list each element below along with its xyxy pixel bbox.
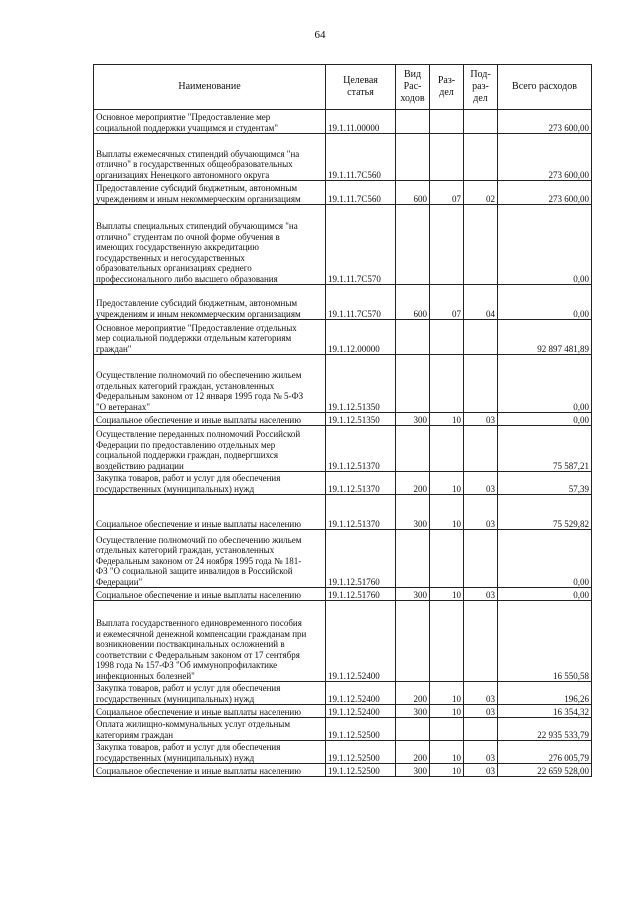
row-vid-cell: 300 (396, 413, 430, 426)
table-row (94, 601, 592, 682)
row-name-cell: Выплата государственного единовременного пособия и ежемесячной денежной компенсации гражданам при возникновении поствакцинальных осложнений в соответствии с Федеральным законом от 17 сентября 1998 года № 157-ФЗ "Об иммунопрофилактике инфекционных болезней" (94, 601, 326, 682)
row-podrazdel-cell (464, 601, 498, 682)
row-total-cell: 75 529,82 (498, 495, 592, 530)
row-target-cell: 19.1.12.51370 (326, 426, 396, 472)
row-podrazdel-cell (464, 718, 498, 741)
row-razdel-cell: 10 (430, 705, 464, 718)
row-total-cell: 22 935 533,79 (498, 718, 592, 741)
table-row (94, 426, 592, 472)
row-name-cell: Предоставление субсидий бюджетным, автономным учреждениям и иным некоммерческим организациям (94, 285, 326, 320)
row-podrazdel-cell: 03 (464, 741, 498, 764)
row-vid-cell (396, 134, 430, 181)
row-total-cell: 196,26 (498, 682, 592, 705)
row-razdel-cell: 10 (430, 741, 464, 764)
row-vid-cell (396, 320, 430, 355)
row-total-cell: 0,00 (498, 588, 592, 601)
row-podrazdel-cell: 03 (464, 682, 498, 705)
row-razdel-cell (430, 355, 464, 413)
row-name-cell: Выплаты ежемесячных стипендий обучающимся "на отлично" в государственных общеобразовательных организациях Ненецкого автономного округа (94, 134, 326, 181)
table-row (94, 705, 592, 718)
row-razdel-cell: 10 (430, 588, 464, 601)
row-razdel-cell (430, 205, 464, 285)
page-number: 64 (314, 29, 326, 41)
row-target-cell: 19.1.12.52400 (326, 705, 396, 718)
row-total-cell: 57,39 (498, 472, 592, 495)
table-row (94, 413, 592, 426)
table-row (94, 355, 592, 413)
row-razdel-cell: 07 (430, 181, 464, 205)
row-podrazdel-cell: 03 (464, 472, 498, 495)
row-total-cell: 22 659 528,00 (498, 764, 592, 777)
row-target-cell: 19.1.12.52500 (326, 718, 396, 741)
row-podrazdel-cell: 03 (464, 588, 498, 601)
row-name-cell: Осуществление переданных полномочий Российской Федерации по предоставлению отдельных мер социальной поддержки граждан, подвергшихся воздействию радиации (94, 426, 326, 472)
row-total-cell: 0,00 (498, 205, 592, 285)
table-row (94, 588, 592, 601)
row-name-cell: Социальное обеспечение и иные выплаты населению (94, 413, 326, 426)
row-razdel-cell: 10 (430, 413, 464, 426)
row-name-cell: Закупка товаров, работ и услуг для обеспечения государственных (муниципальных) нужд (94, 682, 326, 705)
table-row (94, 682, 592, 705)
row-name-cell: Социальное обеспечение и иные выплаты населению (94, 588, 326, 601)
row-podrazdel-cell (464, 530, 498, 588)
row-target-cell: 19.1.12.51350 (326, 355, 396, 413)
row-podrazdel-cell: 03 (464, 705, 498, 718)
row-podrazdel-cell (464, 320, 498, 355)
row-razdel-cell: 10 (430, 682, 464, 705)
row-vid-cell: 300 (396, 495, 430, 530)
row-target-cell: 19.1.12.51760 (326, 530, 396, 588)
row-name-cell: Основное мероприятие "Предоставление мер социальной поддержки учащимся и студентам" (94, 110, 326, 134)
header-total: Всего расходов (498, 65, 592, 110)
row-total-cell: 273 600,00 (498, 181, 592, 205)
row-podrazdel-cell: 03 (464, 495, 498, 530)
row-podrazdel-cell: 03 (464, 764, 498, 777)
row-target-cell: 19.1.11.00000 (326, 110, 396, 134)
row-name-cell: Социальное обеспечение и иные выплаты населению (94, 764, 326, 777)
table-row (94, 285, 592, 320)
row-total-cell: 276 005,79 (498, 741, 592, 764)
header-vid: Вид Рас- ходов (396, 65, 430, 110)
row-target-cell: 19.1.11.7С560 (326, 134, 396, 181)
table-header-row (94, 65, 592, 110)
row-vid-cell: 200 (396, 741, 430, 764)
row-vid-cell (396, 205, 430, 285)
row-name-cell: Оплата жилищно-коммунальных услуг отдельным категориям граждан (94, 718, 326, 741)
table-row (94, 764, 592, 777)
row-name-cell: Выплаты специальных стипендий обучающимся "на отлично" студентам по очной форме обучения в имеющих государственную аккредитацию государственных и негосударственных образовательных организациях среднего профессионального либо высшего образования (94, 205, 326, 285)
row-razdel-cell: 07 (430, 285, 464, 320)
row-target-cell: 19.1.12.51370 (326, 472, 396, 495)
row-vid-cell: 300 (396, 588, 430, 601)
row-vid-cell (396, 718, 430, 741)
row-total-cell: 16 354,32 (498, 705, 592, 718)
row-target-cell: 19.1.12.51370 (326, 495, 396, 530)
row-target-cell: 19.1.12.52400 (326, 682, 396, 705)
table-row (94, 495, 592, 530)
row-vid-cell (396, 355, 430, 413)
row-target-cell: 19.1.11.7С570 (326, 205, 396, 285)
row-razdel-cell (430, 320, 464, 355)
row-razdel-cell: 10 (430, 764, 464, 777)
row-razdel-cell (430, 110, 464, 134)
row-name-cell: Предоставление субсидий бюджетным, автономным учреждениям и иным некоммерческим организациям (94, 181, 326, 205)
row-podrazdel-cell: 03 (464, 413, 498, 426)
row-podrazdel-cell: 02 (464, 181, 498, 205)
row-total-cell: 75 587,21 (498, 426, 592, 472)
row-vid-cell: 200 (396, 682, 430, 705)
row-name-cell: Осуществление полномочий по обеспечению жильем отдельных категорий граждан, установленных Федеральным законом от 12 января 1995 года № 5-ФЗ "О ветеранах" (94, 355, 326, 413)
row-target-cell: 19.1.12.00000 (326, 320, 396, 355)
row-vid-cell (396, 601, 430, 682)
row-podrazdel-cell: 04 (464, 285, 498, 320)
row-total-cell: 0,00 (498, 355, 592, 413)
row-razdel-cell (430, 718, 464, 741)
header-podrazdel: Под- раз- дел (464, 65, 498, 110)
row-name-cell: Осуществление полномочий по обеспечению жильем отдельных категорий граждан, установленных Федеральным законом от 24 ноября 1995 года № 181- ФЗ "О социальной защите инвалидов в Российской Федерации" (94, 530, 326, 588)
row-name-cell: Закупка товаров, работ и услуг для обеспечения государственных (муниципальных) нужд (94, 472, 326, 495)
row-vid-cell: 600 (396, 181, 430, 205)
row-podrazdel-cell (464, 205, 498, 285)
row-target-cell: 19.1.12.52400 (326, 601, 396, 682)
row-total-cell: 0,00 (498, 285, 592, 320)
row-target-cell: 19.1.11.7С560 (326, 181, 396, 205)
table-row (94, 134, 592, 181)
row-razdel-cell (430, 530, 464, 588)
table-row (94, 205, 592, 285)
row-vid-cell (396, 530, 430, 588)
row-name-cell: Основное мероприятие "Предоставление отдельных мер социальной поддержки отдельным категориям граждан" (94, 320, 326, 355)
row-target-cell: 19.1.12.51350 (326, 413, 396, 426)
row-target-cell: 19.1.12.51760 (326, 588, 396, 601)
table-row (94, 320, 592, 355)
row-total-cell: 0,00 (498, 530, 592, 588)
row-total-cell: 273 600,00 (498, 134, 592, 181)
row-razdel-cell (430, 134, 464, 181)
table-body (94, 110, 592, 777)
row-razdel-cell (430, 426, 464, 472)
header-razdel: Раз- дел (430, 65, 464, 110)
row-total-cell: 16 550,58 (498, 601, 592, 682)
row-name-cell: Социальное обеспечение и иные выплаты населению (94, 705, 326, 718)
row-podrazdel-cell (464, 110, 498, 134)
row-total-cell: 92 897 481,89 (498, 320, 592, 355)
row-vid-cell: 300 (396, 764, 430, 777)
row-total-cell: 273 600,00 (498, 110, 592, 134)
budget-table (93, 64, 592, 777)
table-row (94, 110, 592, 134)
row-podrazdel-cell (464, 134, 498, 181)
table-row (94, 472, 592, 495)
row-target-cell: 19.1.12.52500 (326, 764, 396, 777)
row-podrazdel-cell (464, 355, 498, 413)
row-vid-cell: 300 (396, 705, 430, 718)
row-name-cell: Социальное обеспечение и иные выплаты населению (94, 495, 326, 530)
table-row (94, 718, 592, 741)
row-vid-cell (396, 426, 430, 472)
table-row (94, 181, 592, 205)
row-razdel-cell (430, 601, 464, 682)
row-target-cell: 19.1.11.7С570 (326, 285, 396, 320)
table-row (94, 741, 592, 764)
row-target-cell: 19.1.12.52500 (326, 741, 396, 764)
row-razdel-cell: 10 (430, 495, 464, 530)
header-name: Наименование (94, 65, 326, 110)
row-name-cell: Закупка товаров, работ и услуг для обеспечения государственных (муниципальных) нужд (94, 741, 326, 764)
header-target: Целевая статья (326, 65, 396, 110)
row-podrazdel-cell (464, 426, 498, 472)
row-vid-cell: 200 (396, 472, 430, 495)
row-total-cell: 0,00 (498, 413, 592, 426)
row-razdel-cell: 10 (430, 472, 464, 495)
row-vid-cell: 600 (396, 285, 430, 320)
row-vid-cell (396, 110, 430, 134)
table-row (94, 530, 592, 588)
